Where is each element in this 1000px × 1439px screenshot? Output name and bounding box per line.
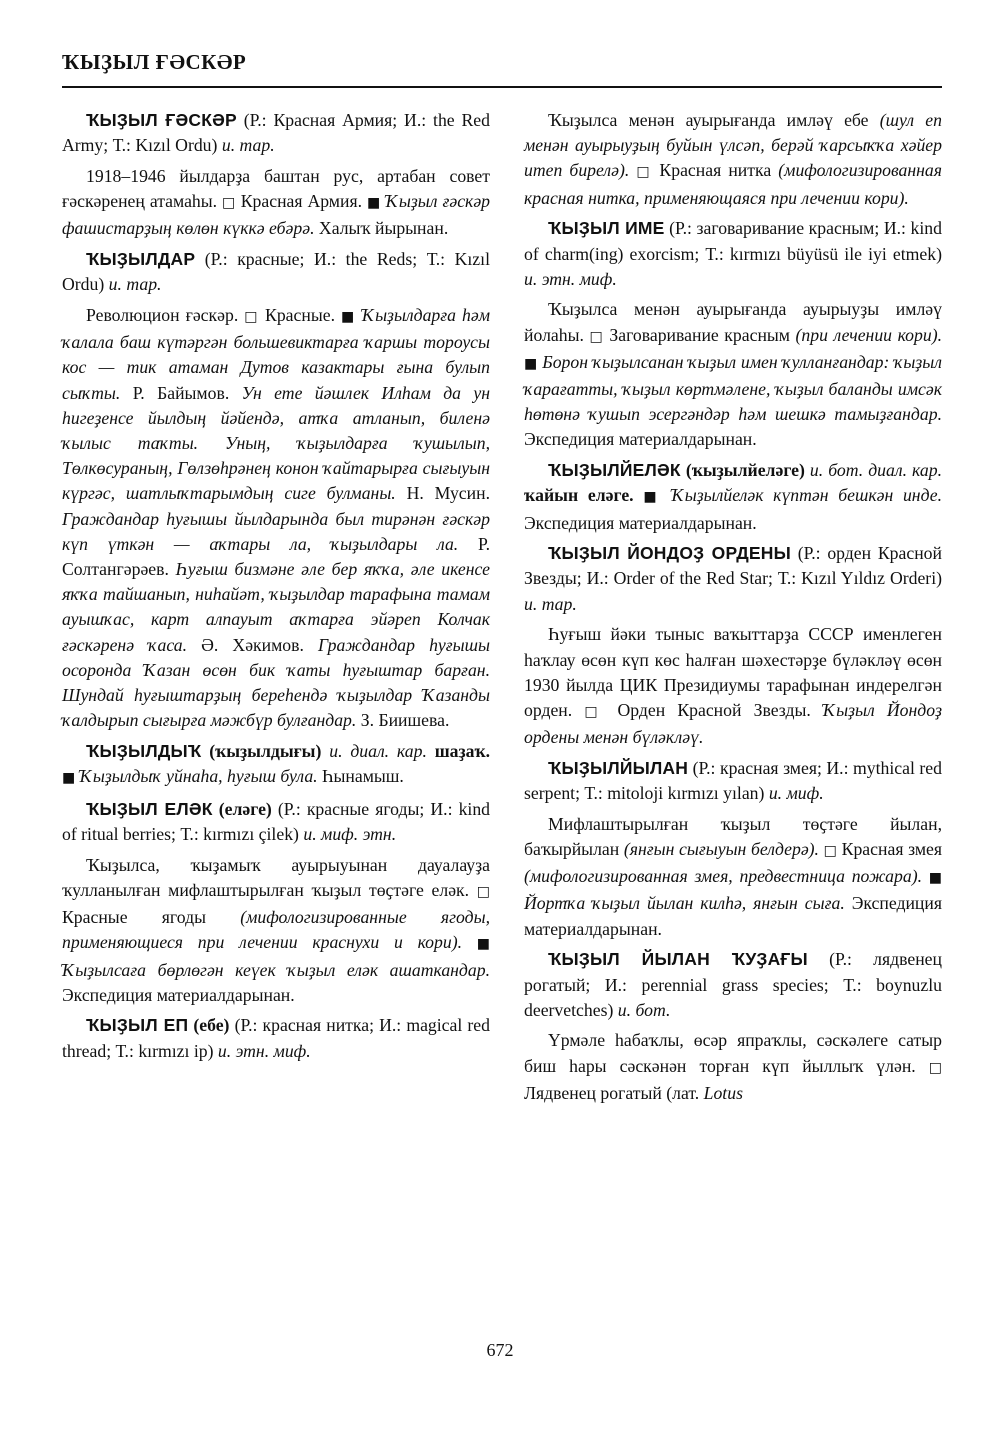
entry-headword-kyzyl-elak: ҠЫҘЫЛ ЕЛӘК (еләге) (Р.: красные ягоды; И.: kind of ritual berries; Т.: kırmızı çilek) и. миф. этн. xyxy=(62,798,491,844)
entry-headword-kyzyldar: ҠЫҘЫЛДАР (Р.: красные; И.: the Reds; Т.: Kızıl Ordu) и. тар. xyxy=(62,249,490,295)
page-number: 672 xyxy=(486,1340,514,1360)
entry-headword-kyzyl-yondoz-ordeny: ҠЫҘЫЛ ЙОНДОҘ ОРДЕНЫ (Р.: орден Красной Звезды; И.: Order of the Red Star; Т.: Kızıl Yıldız Orderi) и. тар. xyxy=(524,543,942,614)
entry-definition: Ҡыҙылса, ҡыҙамыҡ ауырыуынан дауалауҙа ҡулланылған мифлаштырылған ҡыҙыл төҫтәге еләк. □ Красные ягоды (мифологизированные ягоды, применяющиеся при лечении краснухи и кори). ■ Ҡыҙылсаға бөрлөгән кеүек ҡыҙыл еләк ашаткандар. Экспедиция материалдарынан. xyxy=(62,854,490,1005)
entry-definition: Мифлаштырылған ҡыҙыл төҫтәге йылан, баҡырйылан (янғын сығыуын белдерә). □ Красная змея (мифологизированная змея, предвестница пожара). ■ Йортҡа ҡыҙыл йылан килһә, янғын сыға. Экспедиция материалдарынан. xyxy=(524,813,943,939)
entry-definition: Һуғыш йәки тыныс ваҡыттарҙа СССР именлеген һаҡлау өсөн күп көс һалған шәхестәрҙе бүләкләү өсөн 1930 йылда ЦИК Президиумы тарафынан индерелгән орден. □ Орден Красной Звезды. Ҡыҙыл Йондоҙ ордены менән бүләкләү. xyxy=(524,624,942,748)
entry-definition: Революцион ғәскәр. □ Красные. ■ Ҡыҙылдарға һәм ҡалала баш күтәргән большевиктарға ҡаршы тороусы кос — тик атаман Дутов казактары ғына булып сыҡты. Р. Байымов. Ун ете йәшлек Илһам да ун һигеҙенсе йылдың йәйендә, атҡа атланып, биленә ҡылыс таҡты. Уның, ҡыҙылдарға ҡушылып, Төлкөсураның, Гөлзөһрәнең конон ҡайтарырға сығыуын күргәс, шатлыҡтарымдың сиге булманы. Н. Мусин. Граждандар һуғышы йылдарында был тирәнән ғәскәр күп үткән — аҡтары ла, ҡыҙылдары ла. Р. Солтангәрәев. Һуғыш бизмәне әле бер яҡҡа, әле икенсе яҡҡа тайшанып, ниһайәт, ҡыҙылдар тарафына тамам ауышҡас, карт алпауыт аҡтарға эйәреп Колчак ғәскәренә ҡаса. Ә. Хәкимов. Граждандар һуғышы осоронда Ҡазан өсөн бик ҡаты һуғыштар барған. Шундай һуғыштарҙың береһендә ҡыҙылдар Ҡазанды ҡалдырып сығырға мәжбүр булғандар. З. Биишева. xyxy=(62,304,491,731)
entry-definition: Ҡыҙылса менән ауырығанда ауырыуҙы имләү йолаһы. □ Заговаривание красным (при лечении кори). ■ Борон ҡыҙылсанан ҡыҙыл имен ҡулланғандар: ҡыҙыл ҡарағатты, ҡыҙыл көртмәлене, ҡыҙыл баланды имсәк һөтөнә ҡушып эсергәндәр һәм шешкә тамыҙғандар. Экспедиция материалдарынан. xyxy=(524,299,943,450)
entry-headword-kyzyldyk: ҠЫҘЫЛДЫҠ (ҡыҙылдығы) и. диал. кар. шаҙаҡ. ■ Ҡыҙылдыҡ уйнаһа, һуғыш була. Һынамыш. xyxy=(62,740,491,787)
entry-definition: 1918–1946 йылдарҙа баштан рус, артабан совет ғәскәренең атамаһы. □ Красная Армия. ■ Ҡыҙыл ғәскәр фашистарҙың көлөн күккә ебәрә. Халыҡ йырынан. xyxy=(62,165,491,239)
entry-headword-kyzyl-yylan-kuzagy: ҠЫҘЫЛ ЙЫЛАН ҠУҘАҒЫ (Р.: лядвенец рогатый; И.: perennial grass species; Т.: boynuzlu deervetches) и. бот. xyxy=(524,949,942,1020)
header-rule xyxy=(62,86,942,88)
entry-definition: Үрмәле һабаҡлы, өсәр япраҡлы, сәскәлеге сатыр биш һары сәскәнән торған күп йыллыҡ үлән. □ Лядвенец рогатый (лат. Lotus xyxy=(524,1030,942,1103)
right-column xyxy=(524,108,942,1112)
entry-headword-kyzyl-ime: ҠЫҘЫЛ ИМЕ (Р.: заговаривание красным; И.: kind of charm(ing) exorcism; Т.: kırmızı büyüsü ile iyi etmek) и. этн. миф. xyxy=(524,218,942,289)
entry-headword-kyzyliyelak: ҠЫҘЫЛЙЕЛӘК (ҡыҙылйеләге) и. бот. диал. кар. ҡайын еләге. ■ Ҡыҙылйеләк күптән бешкән инде. Экспедиция материалдарынан. xyxy=(524,460,942,533)
entry-headword-kyzyl-ep: ҠЫҘЫЛ ЕП (ебе) (Р.: красная нитка; И.: magical red thread; Т.: kırmızı ip) и. этн. миф. xyxy=(62,1015,490,1061)
entry-headword-kyzyliylan: ҠЫҘЫЛЙЫЛАН (Р.: красная змея; И.: mythical red serpent; Т.: mitoloji kırmızı yılan) и. миф. xyxy=(524,757,942,804)
entry-definition: Ҡыҙылса менән ауырығанда имләү ебе (шул еп менән ауырыуҙың буйын үлсәп, берәй ҡарсыҡҡа хәйер итеп бирелә). □ Красная нитка (мифологизированная красная нитка, применяющаяся при лечении кори). xyxy=(524,110,942,208)
running-head: ҠЫҘЫЛ ҒӘСКӘР xyxy=(62,50,247,74)
entry-headword-kyzyl-gasker: ҠЫҘЫЛ ҒӘСКӘР (Р.: Красная Армия; И.: the Red Army; Т.: Kızıl Ordu) и. тар. xyxy=(62,110,490,156)
left-column xyxy=(62,108,490,1069)
